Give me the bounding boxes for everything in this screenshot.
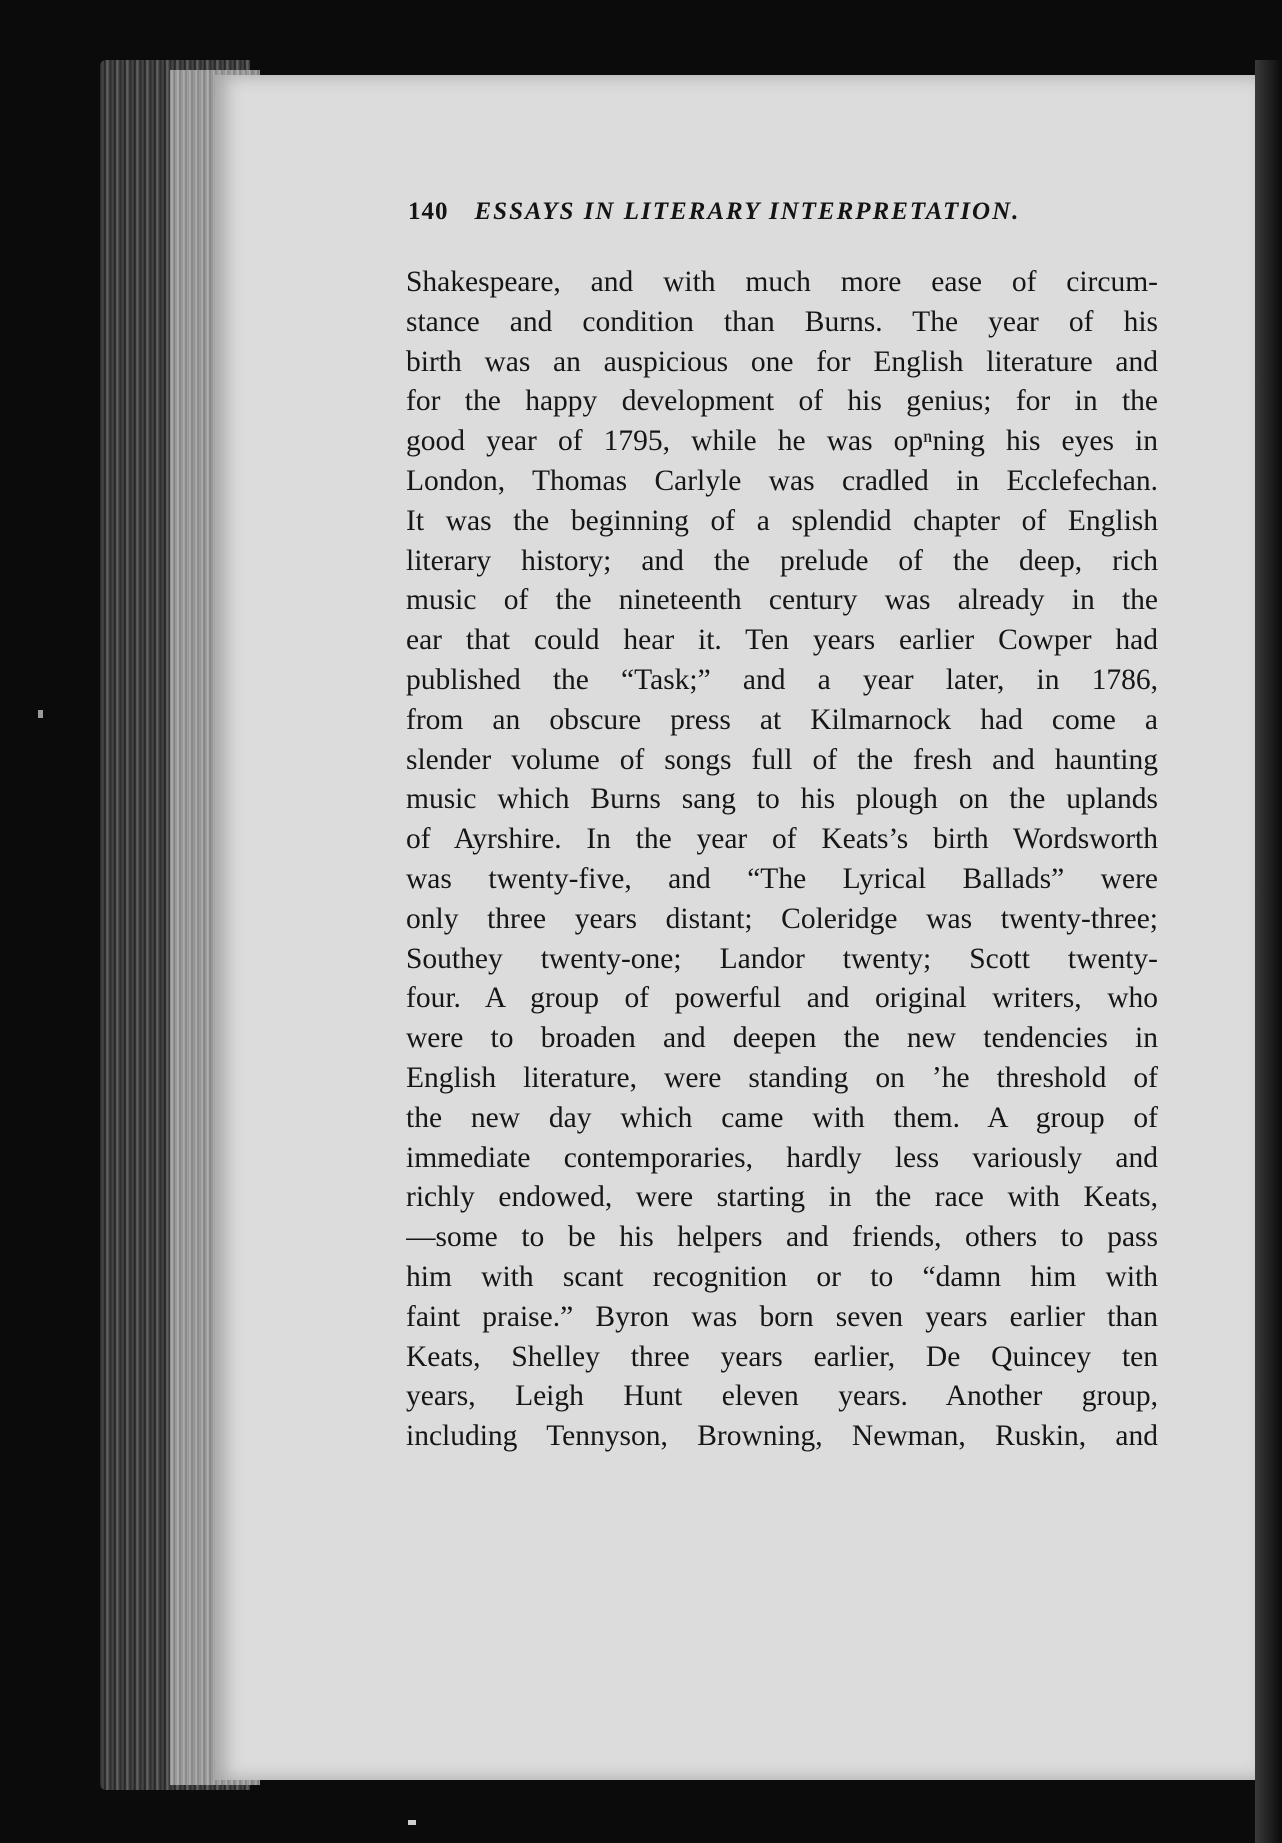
text-line: him with scant recognition or to “damn him with: [406, 1260, 1158, 1293]
text-line: slender volume of songs full of the fresh and haunting: [406, 743, 1158, 776]
text-line: Shakespeare, and with much more ease of circum-: [406, 266, 1158, 298]
text-line: birth was an auspicious one for English literature and: [406, 345, 1158, 378]
text-line: London, Thomas Carlyle was cradled in Ecclefechan.: [406, 464, 1158, 497]
text-line: stance and condition than Burns. The year of his: [406, 305, 1158, 338]
text-line: for the happy development of his genius; for in the: [406, 385, 1158, 418]
text-line: English literature, were standing on ʼhe threshold of: [406, 1061, 1158, 1094]
page-number: 140: [408, 198, 449, 225]
text-line: immediate contemporaries, hardly less variously and: [406, 1141, 1158, 1174]
text-line: Keats, Shelley three years earlier, De Quincey ten: [406, 1340, 1158, 1373]
text-line: were to broaden and deepen the new tendencies in: [406, 1022, 1158, 1055]
text-line: literary history; and the prelude of the deep, rich: [406, 544, 1158, 577]
text-line: It was the beginning of a splendid chapter of English: [406, 504, 1158, 537]
text-line: the new day which came with them. A group of: [406, 1101, 1158, 1134]
text-line: only three years distant; Coleridge was twenty-three;: [406, 902, 1158, 935]
text-line: ear that could hear it. Ten years earlier Cowper had: [406, 624, 1158, 657]
text-line: including Tennyson, Browning, Newman, Ruskin, and: [406, 1420, 1158, 1453]
right-shadow: [1255, 60, 1282, 1843]
running-title: ESSAYS IN LITERARY INTERPRETATION.: [474, 198, 1021, 225]
text-line: years, Leigh Hunt eleven years. Another group,: [406, 1380, 1158, 1413]
text-line: faint praise.” Byron was born seven years earlier than: [406, 1300, 1158, 1333]
body-text: [406, 263, 1158, 1457]
specks: [408, 1820, 416, 1825]
text-line: richly endowed, were starting in the race with Keats,: [406, 1181, 1158, 1214]
specks: [38, 710, 43, 718]
text-line: Southey twenty-one; Landor twenty; Scott twenty-: [406, 942, 1158, 975]
text-line: four. A group of powerful and original writers, who: [406, 982, 1158, 1015]
text-line: from an obscure press at Kilmarnock had come a: [406, 703, 1158, 736]
text-line: music which Burns sang to his plough on the uplands: [406, 783, 1158, 816]
text-line: of Ayrshire. In the year of Keats’s birth Wordsworth: [406, 823, 1158, 856]
text-line: —some to be his helpers and friends, others to pass: [406, 1221, 1158, 1254]
text-line: good year of 1795, while he was opⁿning his eyes in: [406, 425, 1158, 458]
text-line: was twenty-five, and “The Lyrical Ballads” were: [406, 862, 1158, 895]
running-head: [408, 198, 1168, 238]
text-line: music of the nineteenth century was already in the: [406, 584, 1158, 617]
text-line: published the “Task;” and a year later, in 1786,: [406, 663, 1158, 696]
